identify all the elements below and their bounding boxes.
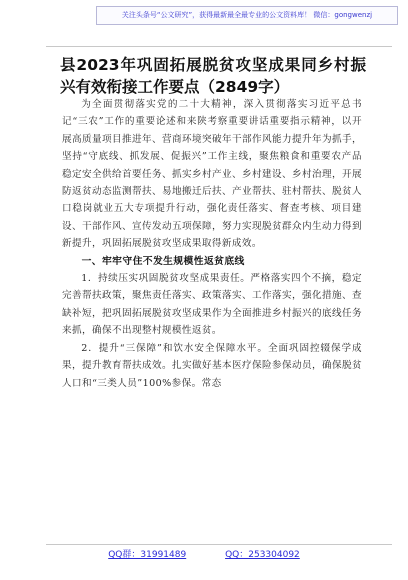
header-banner: 关注头条号“公文研究”，获得最新最全最专业的公文资料库！ 微信：gongwenzj bbox=[96, 6, 398, 25]
paragraph-item-2: 2．提升“三保障”和饮水安全保障水平。全面巩固控辍保学成果，提升教育帮扶成效。扎实做好基本医疗保险参保动员，确保脱贫人口和“三类人员”100%参保。常态 bbox=[62, 342, 362, 389]
section-heading: 一、牢牢守住不发生规模性返贫底线 bbox=[81, 255, 245, 267]
document-body bbox=[62, 96, 362, 392]
header-divider bbox=[46, 46, 392, 47]
footer-qq: QQ：253304092 bbox=[225, 550, 300, 560]
document-title: 县2023年巩固拓展脱贫攻坚成果同乡村振兴有效衔接工作要点（2849字） bbox=[60, 56, 366, 96]
paragraph-item-1: 1．持续压实巩固脱贫攻坚成果责任。严格落实四个不摘，稳定完善帮扶政策，聚焦责任落实、政策落实、工作落实，强化措施、查缺补短，把巩固拓展脱贫攻坚成果作为全面推进乡村振兴的底线任务来抓，确保不出现整村规模性返贫。 bbox=[62, 273, 362, 337]
intro-paragraph: 为全面贯彻落实党的二十大精神，深入贯彻落实习近平总书记“三农”工作的重要论述和来陕考察重要讲话重要指示精神，以开展高质量项目推进年、营商环境突破年干部作风能力提升年为抓手，坚持“守底线、抓发展、促振兴”工作主线，聚焦粮食和重要农产品稳定安全供给首要任务、抓实乡村产业、乡村建设、乡村治理，开展防返贫动态监测帮扶、易地搬迁后扶、产业帮扶、驻村帮扶、脱贫人口稳岗就业五大专项提升行动，强化责任落实、督查考核、项目建设、干部作风、宣传发动五项保障，努力实现脱贫群众内生动力得到新提升，巩固拓展脱贫攻坚成果取得新成效。 bbox=[62, 99, 362, 250]
footer-qq-group: QQ群：31991489 bbox=[108, 550, 187, 560]
footer bbox=[0, 547, 408, 560]
footer-divider bbox=[46, 544, 392, 545]
